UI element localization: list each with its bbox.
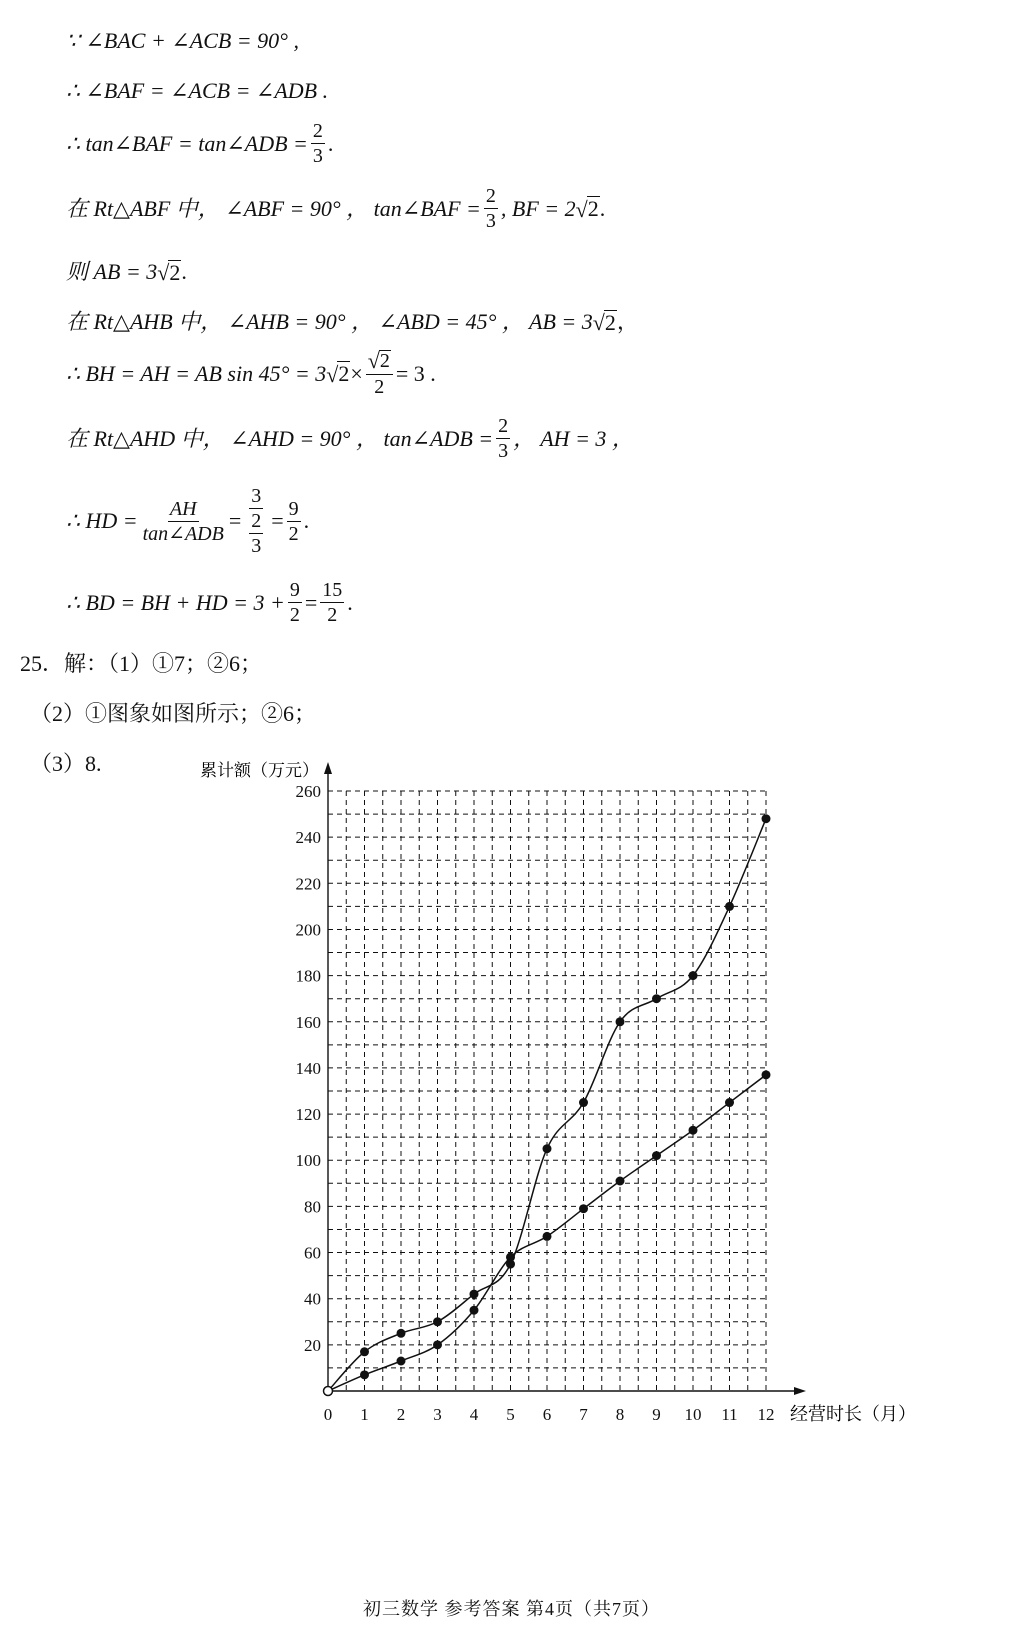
line-7-text: ∴ BH = AH = AB sin 45° = 3 [66, 360, 327, 386]
series-2-point [616, 1177, 625, 1186]
fraction-numerator: 9 [289, 579, 300, 601]
x-tick-label: 4 [469, 1405, 479, 1424]
line-5-end: . [181, 259, 187, 285]
chart-ticks [296, 782, 775, 1424]
x-tick-label: 3 [433, 1405, 442, 1424]
line-10-end: . [347, 589, 353, 615]
series-2-point [689, 1126, 698, 1135]
y-tick-label: 40 [304, 1289, 321, 1309]
series-2-point [543, 1232, 552, 1241]
x-tick-label: 2 [396, 1405, 406, 1424]
series-1-point [689, 971, 698, 980]
line-2-text: ∴ ∠BAF = ∠ACB = ∠ADB . [66, 78, 329, 103]
y-tick-label: 20 [304, 1335, 321, 1355]
fraction-numerator: 2 [498, 415, 509, 437]
line-3-end: . [327, 130, 334, 156]
series-1-point [433, 1317, 442, 1326]
radical-sign: √ [326, 361, 339, 387]
chart-grid [328, 791, 766, 1391]
x-tick-label: 9 [652, 1405, 661, 1424]
x-tick-label: 7 [579, 1405, 588, 1424]
line-9-end: . [303, 508, 310, 533]
series-2-point [433, 1340, 442, 1349]
fraction-denominator: 2 [288, 522, 299, 545]
radicand: 2 [604, 310, 616, 335]
fraction-denominator: 2 [289, 604, 300, 626]
radicand: 2 [338, 361, 350, 387]
fraction-denominator: 2 [327, 604, 338, 626]
y-tick-label: 120 [295, 1105, 321, 1125]
fraction-numerator: 3 [251, 485, 262, 507]
fraction-denominator: tan∠ADB [142, 522, 224, 545]
fraction-numerator: 2 [485, 185, 496, 207]
line-7-end: = 3 . [395, 360, 436, 386]
fraction-denominator: 3 [498, 440, 509, 462]
fraction-numerator: AH [169, 497, 197, 520]
y-tick-label: 240 [295, 828, 321, 848]
question-25-part-3-text: （3）8. [30, 751, 102, 776]
fraction-numerator: 15 [322, 579, 343, 601]
series-1-point [470, 1290, 479, 1299]
series-1-point [360, 1347, 369, 1356]
radical-sign: √ [592, 310, 605, 336]
series-2-point [360, 1370, 369, 1379]
series-1-point [652, 994, 661, 1003]
fraction-denominator: 3 [485, 210, 496, 232]
line-4-middle: , BF = 2 [500, 195, 576, 221]
x-tick-label: 12 [757, 1405, 775, 1424]
x-tick-label: 0 [323, 1405, 333, 1424]
y-axis-label: 累计额（万元） [200, 761, 319, 780]
fraction-numerator: 2 [312, 120, 323, 142]
x-axis-arrow [794, 1387, 806, 1395]
line-8-text: 在 Rt△AHD 中， ∠AHD = 90° ， tan∠ADB = [66, 425, 494, 451]
x-tick-label: 10 [684, 1405, 702, 1424]
series-1-point [579, 1098, 588, 1107]
line-10-text: ∴ BD = BH + HD = 3 + [66, 589, 285, 615]
fraction-denominator: 3 [312, 145, 323, 167]
line-5-text: 则 AB = 3 [66, 259, 158, 285]
y-tick-label: 220 [295, 874, 321, 894]
y-tick-label: 260 [295, 782, 321, 801]
x-axis-label: 经营时长（月） [790, 1404, 916, 1424]
y-axis-arrow [324, 762, 332, 774]
y-tick-label: 180 [295, 966, 321, 986]
radical-sign: √ [157, 260, 170, 286]
page-footer: 初三数学 参考答案 第4页（共7页） [363, 1599, 660, 1619]
origin-point [324, 1387, 333, 1396]
nested-numerator: 2 [251, 510, 262, 532]
question-25-part-2-text: （2）①图象如图所示；②6； [30, 701, 317, 726]
line-8-end: ， AH = 3 ， [513, 425, 634, 451]
line-3-text: ∴ tan∠BAF = tan∠ADB = [66, 130, 308, 156]
series-1-point [762, 814, 771, 823]
line-7-times: × [350, 360, 363, 386]
fraction-denominator: 2 [374, 376, 385, 398]
line-10-equals: = [304, 589, 318, 615]
y-tick-label: 60 [304, 1243, 321, 1263]
line-9-equals-1: = [228, 508, 242, 533]
series-1-point [725, 902, 734, 911]
x-tick-label: 6 [542, 1405, 552, 1424]
line-4-end: . [599, 195, 606, 221]
line-1-text: ∵ ∠BAC + ∠ACB = 90° , [66, 28, 299, 53]
radical-sign: √ [575, 196, 588, 222]
fraction-numerator: 9 [288, 497, 299, 520]
series-1-point [616, 1017, 625, 1026]
y-tick-label: 80 [304, 1197, 321, 1217]
y-tick-label: 200 [295, 920, 321, 940]
x-tick-label: 11 [721, 1405, 738, 1424]
x-tick-label: 8 [615, 1405, 625, 1424]
series-2-point [652, 1151, 661, 1160]
series-2-point [762, 1070, 771, 1079]
nested-denominator: 3 [251, 535, 262, 557]
y-tick-label: 140 [295, 1058, 321, 1078]
radicand: 2 [587, 196, 599, 222]
series-2-point [470, 1306, 479, 1315]
series-1-point [397, 1329, 406, 1338]
y-tick-label: 160 [295, 1012, 321, 1032]
line-9-equals-2: = [271, 508, 284, 533]
line-6-end: ， [616, 309, 639, 335]
series-2-point [579, 1204, 588, 1213]
series-2-point [506, 1253, 515, 1262]
series-2-point [397, 1357, 406, 1366]
series-1-point [543, 1144, 552, 1153]
radical-sign: √ [367, 348, 380, 373]
x-tick-label: 1 [360, 1405, 369, 1424]
line-9-text: ∴ HD = [66, 508, 138, 533]
question-25-part-1-text: 25．解：（1）①7；②6； [20, 651, 263, 676]
radicand: 2 [379, 350, 390, 372]
radicand: 2 [169, 260, 181, 285]
line-6-text: 在 Rt△AHB 中， ∠AHB = 90° ， ∠ABD = 45° ， AB = 3 [66, 309, 593, 335]
y-tick-label: 100 [295, 1151, 321, 1171]
line-4-text: 在 Rt△ABF 中， ∠ABF = 90° ， tan∠BAF = [66, 195, 481, 221]
x-tick-label: 5 [506, 1405, 515, 1424]
series-2-point [725, 1098, 734, 1107]
